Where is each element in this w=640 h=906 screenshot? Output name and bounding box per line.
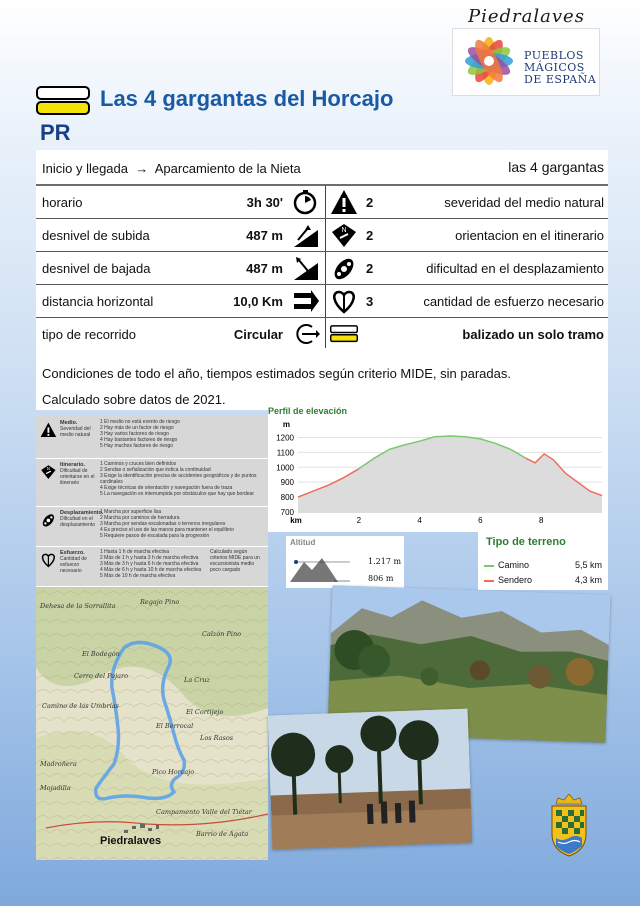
map-place-label: La Cruz [184, 676, 210, 684]
row-value: Circular [233, 327, 283, 342]
map-place-label: Madroñera [40, 760, 77, 768]
elevation-profile [268, 404, 608, 532]
y-tick-label: 1200 [276, 433, 294, 443]
distance-arrow-icon [292, 288, 320, 314]
terrain-swatch [484, 565, 494, 567]
mide-item: 5 La navegación es interrumpida por obstáculos que hay que bordear [100, 491, 254, 497]
mide-item: 2 Más de 1 h y hasta 3 h de marcha efectiva [100, 555, 199, 561]
x-unit-label: km [290, 516, 302, 525]
y-tick-label: 1000 [276, 463, 294, 473]
map-place-label: El Berrocal [156, 722, 194, 730]
mountain-icon [290, 552, 350, 584]
mide-desc: Cantidad de esfuerzo necesario [60, 556, 87, 574]
footprint-icon [40, 512, 50, 522]
mide-score: 3 [366, 294, 374, 309]
y-tick-label: 900 [280, 478, 294, 488]
mide-name: Desplazamiento. [60, 510, 104, 516]
logo-text: PUEBLOS MÁGICOS DE ESPAÑA [524, 49, 597, 86]
map-place-label: Barrio de Ágata [196, 830, 249, 838]
altitude-max: 1.217 m [368, 557, 402, 566]
mide-item: 5 Requiere pasos de escalada para la progresión [100, 533, 210, 539]
y-unit-label: m [282, 420, 290, 429]
map-place-label: El Cortijejo [186, 708, 224, 716]
mide-desc: Dificultad de orientarse en el itinerario [60, 468, 95, 486]
map-place-label: Cerro del Pajaro [74, 672, 129, 680]
mide-score: 2 [366, 228, 374, 243]
mide-item: 4 Hay bastantes factores de riesgo [100, 437, 178, 443]
map-place-label: Camino de las Umbrías [42, 702, 119, 710]
flower-logo-icon [458, 33, 520, 89]
route-info-table [36, 150, 608, 350]
x-tick-label: 4 [417, 516, 422, 525]
altitude-label: Altitud [290, 538, 316, 547]
mide-item: 1 Caminos y cruces bien definidos [100, 461, 177, 467]
row-value: 487 m [246, 261, 283, 276]
info-row-2 [36, 252, 608, 285]
mide-desc: Severidad del medio natural [60, 426, 91, 438]
map-town-label: Piedralaves [100, 835, 162, 847]
mide-name: Medio. [60, 420, 78, 426]
mide-desc: Dificultad en el desplazamiento [60, 516, 96, 528]
mide-item: 3 Hay varios factores de riesgo [100, 431, 169, 437]
row-label: desnivel de bajada [42, 261, 151, 276]
mide-legend [36, 416, 268, 586]
start-place: Aparcamiento de la Nieta [154, 161, 301, 176]
heart-effort-icon [330, 288, 358, 314]
warning-icon [330, 189, 358, 215]
mide-score: 2 [366, 195, 374, 210]
svg-text:N: N [341, 227, 347, 234]
footprint-icon [330, 255, 358, 281]
descent-icon [292, 255, 320, 281]
x-tick-label: 2 [356, 516, 362, 525]
map-place-label: Calzón Pino [202, 630, 242, 638]
mide-section-3 [36, 546, 268, 587]
row-label: horario [42, 195, 83, 210]
mide-item: 3 Marcha por sendas escalonadas o terrenos irregulares [100, 521, 226, 527]
mide-item: 5 Hay muchos factores de riesgo [100, 443, 174, 449]
town-coat-of-arms-icon [548, 794, 590, 858]
mide-item: 1 El medio no está exento de riesgo [100, 419, 180, 425]
info-row-0 [36, 186, 608, 219]
mide-item: 1 Marcha por superficie lisa [100, 509, 162, 515]
row-description: severidad del medio natural [444, 195, 604, 210]
mide-item: 2 Marcha por caminos de herradura [100, 515, 180, 521]
info-row-1 [36, 219, 608, 252]
terrain-title: Tipo de terreno [486, 536, 566, 548]
map-place-label: Regajo Pino [140, 598, 180, 606]
mide-item: 5 Más de 10 h de marcha efectiva [100, 573, 176, 579]
terrain-type-box [478, 532, 608, 590]
hikers-photo [268, 709, 473, 850]
row-label: tipo de recorrido [42, 327, 136, 342]
altitude-box [286, 536, 404, 588]
conditions-text: Condiciones de todo el año, tiempos estimados según criterio MIDE, sin paradas. [42, 366, 511, 381]
elevation-area [298, 436, 602, 512]
x-tick-label: 6 [478, 516, 483, 525]
orientation-icon [40, 464, 50, 474]
stopwatch-icon [292, 189, 320, 215]
altitude-min: 806 m [368, 574, 394, 583]
row-description: dificultad en el desplazamiento [426, 261, 604, 276]
mide-name: Itinerario. [60, 462, 86, 468]
info-row-4 [36, 318, 608, 350]
warning-icon [40, 422, 50, 432]
mide-item: 4 Exige técnicas de orientación y navegación fuera de traza [100, 485, 233, 491]
terrain-value: 5,5 km [574, 560, 602, 570]
conditions-box [36, 348, 608, 410]
terrain-item [484, 560, 602, 572]
elevation-chart [268, 416, 608, 532]
mide-section-1 [36, 458, 268, 507]
map-place-label: El Bodegón [82, 650, 120, 658]
ascent-icon [292, 222, 320, 248]
mide-name: Esfuerzo. [60, 550, 85, 556]
mide-note: Calculado según criterios MIDE para un excursionista medio poco cargado [210, 549, 260, 573]
mide-item: 3 Más de 3 h y hasta 6 h de marcha efectiva [100, 561, 199, 567]
map-place-label: Mojadilla [40, 784, 71, 792]
route-map [36, 588, 268, 860]
mide-section-0 [36, 416, 268, 459]
terrain-item [484, 575, 602, 587]
map-place-label: Campamento Valle del Tiétar [156, 808, 252, 816]
page-title: Las 4 gargantas del Horcajo [100, 86, 394, 111]
y-tick-label: 700 [280, 508, 294, 517]
svg-text:N: N [46, 466, 50, 471]
row-description: orientacion en el itinerario [455, 228, 604, 243]
town-script-title: Piedralaves [468, 6, 585, 27]
mide-item: 1 Hasta 1 h de marcha efectiva [100, 549, 170, 555]
row-label: desnivel de subida [42, 228, 150, 243]
heart-effort-icon [40, 552, 50, 562]
y-tick-label: 800 [280, 493, 294, 503]
y-tick-label: 1100 [276, 448, 294, 458]
route-info-header [36, 150, 608, 186]
circular-route-icon [292, 321, 320, 347]
arrow-icon: → [135, 161, 149, 176]
calculation-note: Calculado sobre datos de 2021. [42, 392, 226, 407]
route-type: PR [40, 120, 71, 145]
x-tick-label: 8 [538, 516, 544, 525]
terrain-name: Sendero [498, 575, 533, 585]
profile-title: Perfil de elevación [268, 406, 348, 416]
info-row-3 [36, 285, 608, 318]
orientation-icon [330, 222, 358, 248]
route-name: las 4 gargantas [508, 159, 604, 175]
row-description: cantidad de esfuerzo necesario [423, 294, 604, 309]
mide-score: 2 [366, 261, 374, 276]
mide-item: 3 Exige la identificación precisa de accidentes geográficos y de puntos cardinales [100, 473, 257, 485]
terrain-name: Camino [498, 560, 530, 570]
mide-item: 4 Más de 6 h y hasta 10 h de marcha efectiva [100, 567, 202, 573]
map-place-label: Los Rasos [200, 734, 234, 742]
row-value: 487 m [246, 228, 283, 243]
mide-item: 4 Es preciso el uso de las manos para mantener el equilibrio [100, 527, 234, 533]
mide-item: 2 Hay más de un factor de riesgo [100, 425, 174, 431]
pr-trail-mark-icon [36, 86, 90, 116]
map-place-label: Dehesa de la Sorrallita [40, 602, 116, 610]
terrain-swatch [484, 580, 494, 582]
mide-item: 2 Sendas o señalización que indica la continuidad [100, 467, 211, 473]
map-place-label: Pico Horcajo [152, 768, 195, 776]
mide-section-2 [36, 506, 268, 547]
trail-marker-icon [330, 321, 358, 347]
start-label: Inicio y llegada [42, 161, 128, 176]
row-label: distancia horizontal [42, 294, 154, 309]
row-description: balizado un solo tramo [462, 327, 604, 342]
terrain-value: 4,3 km [574, 575, 602, 585]
row-value: 3h 30' [246, 195, 283, 210]
row-value: 10,0 Km [233, 294, 283, 309]
